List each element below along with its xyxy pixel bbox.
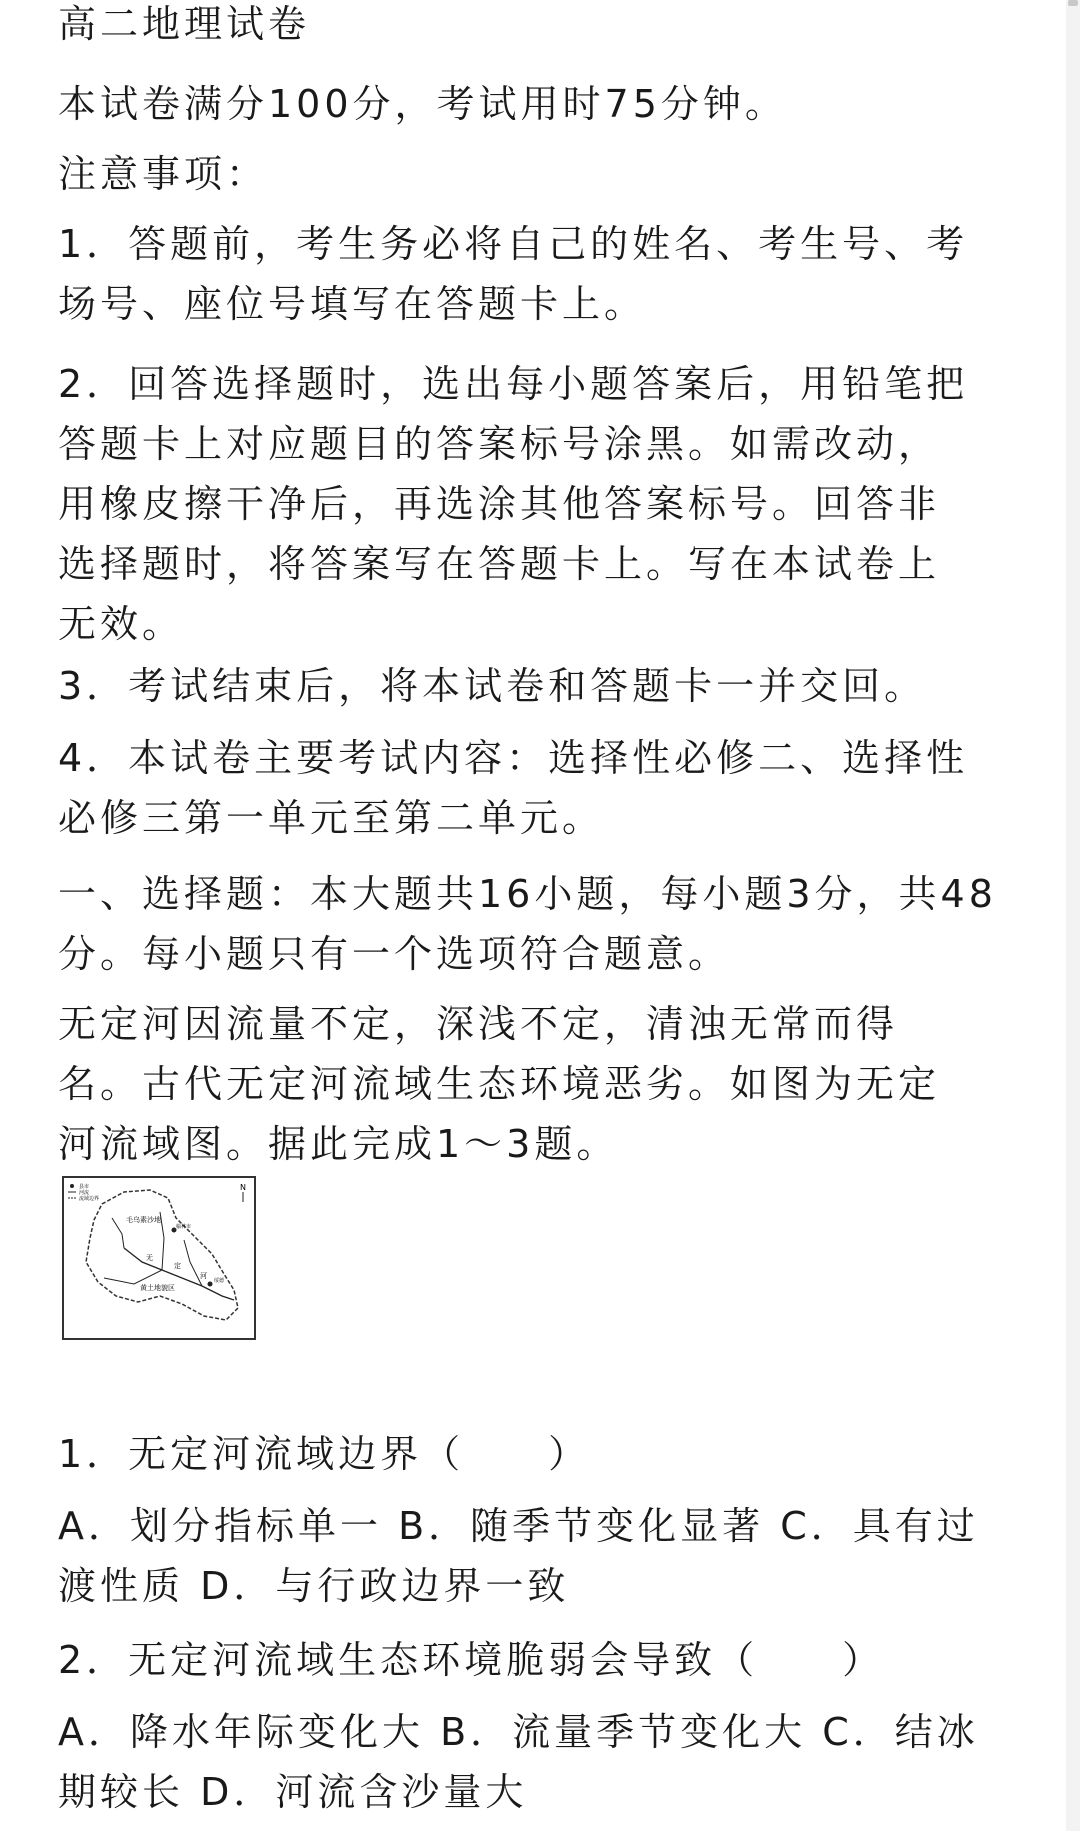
- notice-4: [58, 728, 968, 848]
- notice-heading: 注意事项：: [58, 152, 269, 196]
- notice-line: 2．回答选择题时，选出每小题答案后，用铅笔把: [58, 362, 969, 406]
- map-label-city: 绥德: [214, 1278, 225, 1284]
- basin-boundary: [86, 1190, 238, 1320]
- tributary: [112, 1218, 124, 1248]
- notice-line: 无效。: [58, 602, 185, 646]
- north-arrow-icon: N: [240, 1183, 246, 1192]
- question-options: 渡性质 D．与行政边界一致: [58, 1564, 570, 1608]
- question-stem: 1．无定河流域边界（ ）: [58, 1432, 591, 1476]
- scrollbar-track[interactable]: [1066, 0, 1080, 1831]
- map-label-river-ding: 定: [174, 1262, 181, 1270]
- notice-line: 选择题时，将答案写在答题卡上。写在本试卷上: [58, 542, 941, 586]
- map-label-river-wu: 无: [146, 1254, 153, 1262]
- question-stem: 2．无定河流域生态环境脆弱会导致（ ）: [58, 1638, 885, 1682]
- intro-text: 本试卷满分100分，考试用时75分钟。: [58, 82, 787, 126]
- notice-line: 场号、座位号填写在答题卡上。: [58, 282, 647, 326]
- question-1: [58, 1424, 979, 1616]
- legend-label: 流域边界: [79, 1196, 100, 1202]
- notice-line: 4．本试卷主要考试内容：选择性必修二、选择性: [58, 736, 969, 780]
- passage-line: 名。古代无定河流域生态环境恶劣。如图为无定: [58, 1062, 941, 1106]
- notice-1: [58, 214, 968, 334]
- map-label-loess: 黄土地貌区: [140, 1284, 175, 1292]
- city-marker: [208, 1282, 213, 1287]
- section-one-heading: [58, 864, 997, 984]
- question-2: [58, 1630, 979, 1822]
- legend-label: 河流: [79, 1190, 90, 1196]
- main-river: [124, 1248, 234, 1300]
- scrollbar-thumb[interactable]: [1068, 0, 1078, 6]
- passage-line: 河流域图。据此完成1～3题。: [58, 1122, 619, 1166]
- page-title: 高二地理试卷: [58, 2, 311, 46]
- notice-line: 3．考试结束后，将本试卷和答题卡一并交回。: [58, 664, 927, 708]
- question-options: 期较长 D．河流含沙量大: [58, 1770, 528, 1814]
- reading-passage: [58, 994, 940, 1174]
- passage-line: 无定河因流量不定，深浅不定，清浊无常而得: [58, 1002, 899, 1046]
- wuding-river-basin-map: [62, 1176, 256, 1340]
- map-drawing: [64, 1178, 254, 1338]
- notice-2: [58, 354, 968, 654]
- question-options: A．划分指标单一 B．随季节变化显著 C．具有过: [58, 1504, 979, 1548]
- section-line: 分。每小题只有一个选项符合题意。: [58, 932, 731, 976]
- map-label-sandland: 毛乌素沙地: [126, 1216, 161, 1224]
- notice-line: 1．答题前，考生务必将自己的姓名、考生号、考: [58, 222, 969, 266]
- notice-3: [58, 656, 926, 716]
- map-label-river-he: 河: [200, 1272, 207, 1280]
- notice-line: 用橡皮擦干净后，再选涂其他答案标号。回答非: [58, 482, 941, 526]
- tributary: [104, 1270, 162, 1284]
- map-label-city: 榆林市: [176, 1224, 192, 1230]
- legend-label: 县市: [79, 1184, 90, 1190]
- question-options: A．降水年际变化大 B．流量季节变化大 C．结冰: [58, 1710, 979, 1754]
- section-line: 一、选择题：本大题共16小题，每小题3分，共48: [58, 872, 997, 916]
- notice-line: 必修三第一单元至第二单元。: [58, 796, 605, 840]
- legend-city-symbol: [70, 1184, 74, 1188]
- notice-line: 答题卡上对应题目的答案标号涂黑。如需改动，: [58, 422, 941, 466]
